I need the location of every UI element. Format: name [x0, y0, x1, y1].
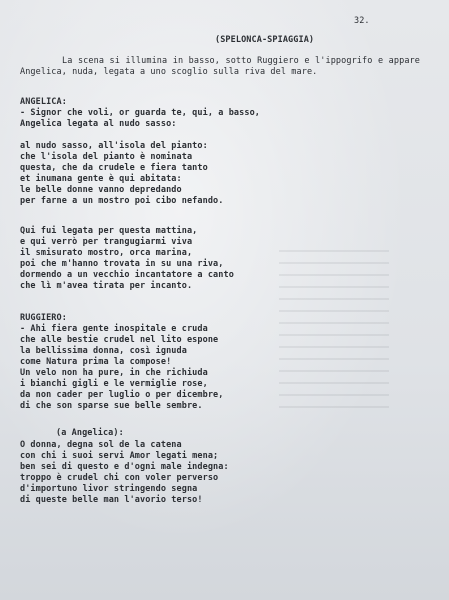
verse-line: d'importuno livor stringendo segna: [20, 484, 198, 494]
verse-line: troppo è crudel chi con voler perverso: [20, 473, 219, 483]
verse-line: che l'isola del pianto è nominata: [20, 152, 193, 162]
verse-line: di che son sparse sue belle sembre.: [20, 401, 203, 411]
verse-line: poi che m'hanno trovata in su una riva,: [20, 259, 224, 269]
verse-line: ben sei di questo e d'ogni male indegna:: [20, 462, 229, 472]
verse-line: le belle donne vanno depredando: [20, 185, 182, 195]
stanza-2: [20, 226, 435, 292]
angelica-speech-intro: [20, 108, 435, 130]
verse-line: con chi i suoi servi Amor legati mena;: [20, 451, 219, 461]
verse-line: dormendo a un vecchio incantatore a canto: [20, 270, 234, 280]
ruggiero-speech: [20, 324, 435, 412]
page-number: 32.: [354, 16, 370, 26]
stage-direction: La scena si illumina in basso, sotto Ruggiero e l'ippogrifo e appare Angelica, nuda, legata a uno scoglio sulla riva del mare.: [20, 56, 420, 77]
verse-line: da non cader per luglio o per dicembre,: [20, 390, 224, 400]
verse-line: per farne a un mostro poi cibo nefando.: [20, 196, 224, 206]
verse-line: che lì m'avea tirata per incanto.: [20, 281, 193, 291]
verse-line: la bellissima donna, così ignuda: [20, 346, 187, 356]
verse-line: che alle bestie crudel nel lito espone: [20, 335, 219, 345]
verse-line: et inumana gente è qui abitata:: [20, 174, 182, 184]
verse-line: di queste belle man l'avorio terso!: [20, 495, 203, 505]
ruggiero-to-angelica: [20, 440, 435, 506]
verse-line: e qui verrò per trangugiarmi viva: [20, 237, 193, 247]
verse-line: Qui fui legata per questa mattina,: [20, 226, 198, 236]
verse-line: come Natura prima la compose!: [20, 357, 172, 367]
stage-aside: (a Angelica):: [56, 428, 124, 438]
verse-line: al nudo sasso, all'isola del pianto:: [20, 141, 208, 151]
scene-title: (SPELONCA-SPIAGGIA): [215, 35, 315, 45]
verse-line: - Ahi fiera gente inospitale e cruda: [20, 324, 208, 334]
stanza-1: [20, 141, 435, 207]
speaker-ruggiero: RUGGIERO:: [20, 313, 67, 323]
verse-line: - Signor che voli, or guarda te, qui, a basso,: [20, 108, 261, 118]
verse-line: Un velo non ha pure, in che richiuda: [20, 368, 208, 378]
verse-line: questa, che da crudele e fiera tanto: [20, 163, 208, 173]
speaker-angelica: ANGELICA:: [20, 97, 67, 107]
verse-line: i bianchi gigli e le vermiglie rose,: [20, 379, 208, 389]
verse-line: Angelica legata al nudo sasso:: [20, 119, 177, 129]
verse-line: O donna, degna sol de la catena: [20, 440, 182, 450]
verse-line: il smisurato mostro, orca marina,: [20, 248, 193, 258]
